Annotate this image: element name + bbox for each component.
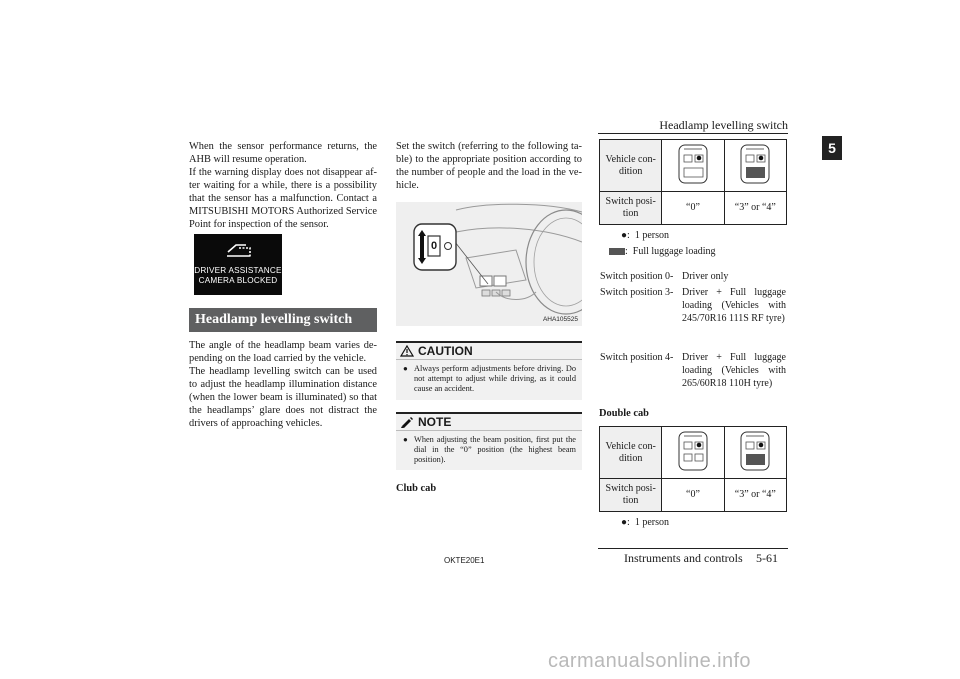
switch-position-value: “3” or “4” — [724, 479, 786, 512]
legend-person: ●: 1 person — [621, 230, 669, 241]
car-seat-diagram-icon — [676, 430, 710, 472]
caution-text: Always perform adjustments before driving. Do not attempt to adjust while driving, as it could cause an accident. — [414, 364, 576, 393]
bullet-icon: ● — [403, 435, 408, 444]
dashboard-illustration — [396, 202, 582, 326]
table-row-label: Vehicle con-dition — [600, 427, 662, 479]
club-cab-heading: Club cab — [396, 483, 437, 494]
running-header-title: Headlamp levelling switch — [659, 118, 788, 132]
note-text: When adjusting the beam position, first put the dial in the “0” position (the highest beam position). — [414, 435, 576, 464]
double-cab-heading: Double cab — [599, 408, 649, 419]
figure-code: AHA105525 — [542, 316, 578, 323]
section-heading: Headlamp levelling switch — [189, 308, 377, 332]
watermark: carmanualsonline.info — [548, 650, 751, 672]
caution-title: CAUTION — [418, 343, 473, 358]
switch-position-table-2 — [599, 426, 787, 512]
paragraph-ahb-resume: When the sensor performance returns, the AHB will resume operation. — [189, 141, 377, 165]
switch-position-value: “3” or “4” — [724, 192, 786, 225]
display-line-2: CAMERA BLOCKED — [198, 276, 278, 285]
switch-position-value: “0” — [662, 479, 724, 512]
switch-position-row: Switch position 3- Driver + Full luggage loading (Vehicles with 245/70R16 111S RF tyre) — [600, 287, 786, 324]
caution-box — [396, 341, 582, 400]
camera-icon — [194, 234, 282, 266]
vehicle-condition-full-luggage — [724, 140, 786, 192]
caution-header — [396, 343, 582, 360]
paragraph-beam-angle: The angle of the headlamp beam varies de-pending on the load carried by the vehicle. — [189, 340, 377, 364]
person-dot-icon: ● — [621, 517, 628, 528]
dial-digit: 0 — [430, 240, 438, 252]
paragraph-switch-purpose: The headlamp levelling switch can be used to adjust the headlamp illumination distance (when the lower beam is illuminated) so that the headlamps’ glare does not distract the drivers of approaching vehicles. — [189, 366, 377, 429]
switch-position-row: Switch position 0- Driver only — [600, 271, 729, 282]
warning-triangle-icon — [400, 345, 414, 357]
switch-position-row: Switch position 4- Driver + Full luggage loading (Vehicles with 265/60R18 110H tyre) — [600, 352, 786, 389]
table-row-label: Switch posi-tion — [600, 192, 662, 225]
switch-location-figure — [396, 202, 582, 326]
car-seat-luggage-diagram-icon — [738, 430, 772, 472]
camera-blocked-display-image — [194, 234, 282, 295]
chapter-tab: 5 — [822, 136, 842, 160]
table-row-label: Vehicle con-dition — [600, 140, 662, 192]
instruction-block — [396, 140, 582, 192]
note-box — [396, 412, 582, 470]
display-line-1: DRIVER ASSISTANCE — [194, 266, 282, 275]
header-rule — [598, 133, 788, 134]
paragraph-set-switch: Set the switch (referring to the following ta-ble) to the appropriate position according to the number of people and the load in the ve-hicle. — [396, 141, 582, 191]
vehicle-condition-driver-only — [662, 427, 724, 479]
note-title: NOTE — [418, 414, 452, 429]
car-seat-diagram-icon — [676, 143, 710, 185]
legend-person-2: ●: 1 person — [621, 517, 669, 528]
note-header — [396, 414, 582, 431]
paragraph-warning-malfunction: If the warning display does not disappear af-ter waiting for a while, there is a possibility that the sensor has a malfunction. Contact a MITSUBISHI MOTORS Authorized Service Point for inspection of the sensor. — [189, 167, 377, 230]
car-seat-luggage-diagram-icon — [738, 143, 772, 185]
person-dot-icon: ● — [621, 230, 628, 241]
document-code: OKTE20E1 — [444, 556, 485, 565]
caution-item — [396, 360, 582, 398]
pencil-icon — [400, 416, 414, 428]
table-row-label: Switch posi-tion — [600, 479, 662, 512]
page-number: 5-61 — [756, 551, 778, 565]
switch-position-table-1 — [599, 139, 787, 225]
sensor-text-block — [189, 140, 377, 231]
bullet-icon: ● — [403, 364, 408, 373]
luggage-swatch-icon — [609, 248, 625, 255]
switch-position-value: “0” — [662, 192, 724, 225]
footer-section-name: Instruments and controls — [624, 551, 743, 565]
legend-luggage: : Full luggage loading — [609, 245, 716, 258]
vehicle-condition-full-luggage — [724, 427, 786, 479]
vehicle-condition-driver-only — [662, 140, 724, 192]
levelling-intro-block — [189, 339, 377, 430]
footer-rule — [598, 548, 788, 549]
note-item — [396, 431, 582, 469]
